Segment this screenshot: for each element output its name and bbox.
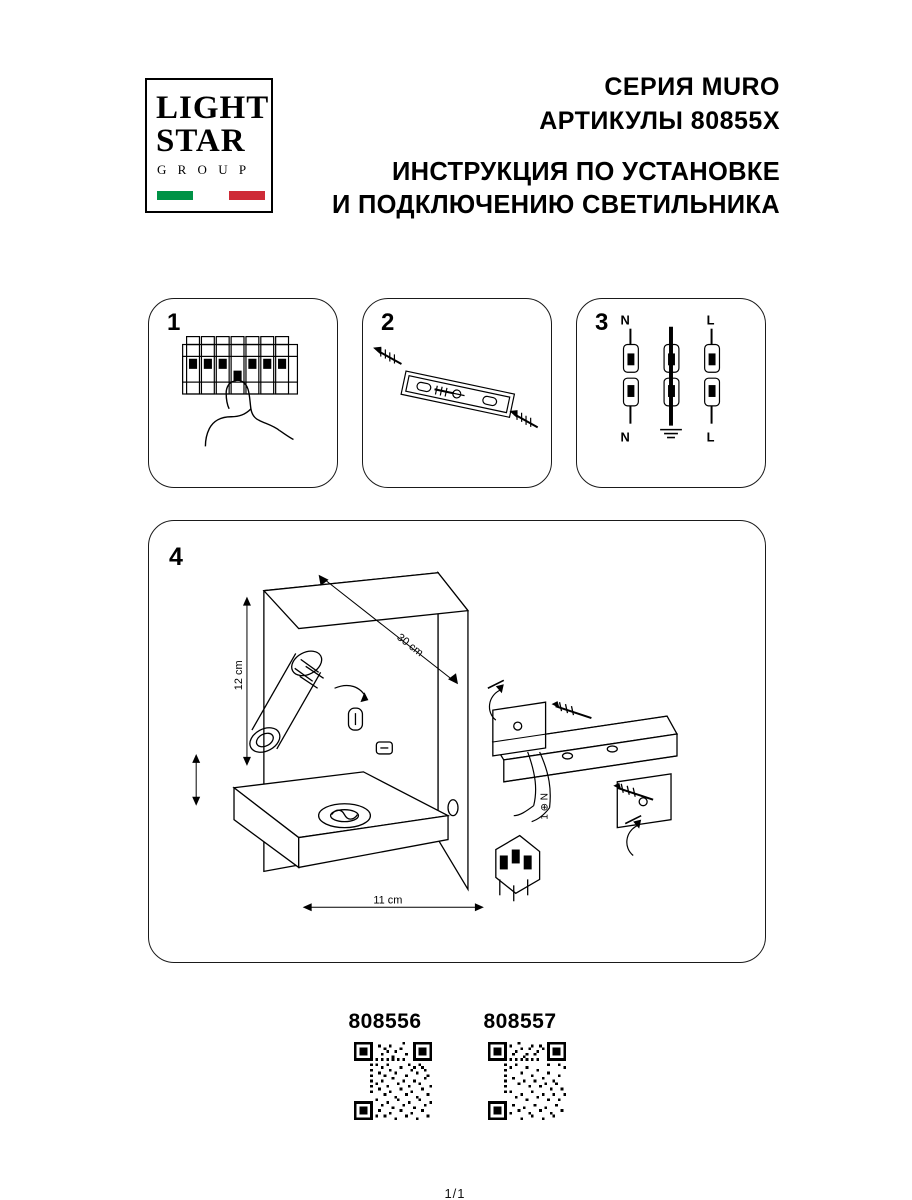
code-label-1: 808556 bbox=[348, 1010, 422, 1033]
step-number-1: 1 bbox=[167, 309, 181, 336]
step-1-illustration bbox=[149, 299, 337, 487]
logo-line-1: LIGHT bbox=[156, 90, 270, 126]
code-label-2: 808557 bbox=[483, 1010, 557, 1033]
page-mark: 1/1 bbox=[444, 1186, 466, 1200]
qr-code-808557[interactable] bbox=[488, 1042, 566, 1120]
logo bbox=[145, 78, 273, 213]
step-panel-1 bbox=[148, 298, 338, 488]
step-panel-2 bbox=[362, 298, 552, 488]
step3-label-bottom-right: L bbox=[706, 429, 715, 445]
step-3-illustration bbox=[577, 299, 765, 487]
step-number-3: 3 bbox=[595, 309, 609, 336]
logo-wordmark bbox=[147, 80, 271, 158]
logo-line-2: STAR bbox=[156, 123, 246, 159]
article-title: АРТИКУЛЫ 80855X bbox=[539, 107, 780, 135]
header bbox=[0, 60, 912, 240]
code-entry-808557 bbox=[465, 1010, 575, 1125]
dimension-height-label: 12 cm bbox=[232, 660, 245, 691]
step3-label-top-left: N bbox=[620, 312, 630, 328]
step-panel-3 bbox=[576, 298, 766, 488]
code-entry-808556 bbox=[330, 1010, 440, 1125]
step-2-illustration bbox=[363, 299, 551, 487]
terminal-marking: 1 ⊕ N bbox=[539, 793, 551, 820]
product-codes bbox=[330, 1010, 590, 1150]
dimension-depth-label: 11 cm bbox=[373, 894, 403, 907]
qr-code-808556[interactable] bbox=[354, 1042, 432, 1120]
title-block bbox=[310, 70, 780, 222]
italy-flag-icon bbox=[157, 191, 265, 200]
instruction-line-1: ИНСТРУКЦИЯ ПО УСТАНОВКЕ bbox=[392, 158, 780, 186]
series-title: СЕРИЯ MURO bbox=[604, 73, 780, 101]
step-number-4: 4 bbox=[169, 543, 183, 571]
instruction-line-2: И ПОДКЛЮЧЕНИЮ СВЕТИЛЬНИКА bbox=[331, 191, 780, 219]
logo-group-text: G R O U P bbox=[157, 162, 251, 177]
step-panel-4 bbox=[148, 520, 766, 963]
dimension-width-label: 30 cm bbox=[394, 631, 426, 660]
step3-label-bottom-left: N bbox=[620, 429, 630, 445]
step-number-2: 2 bbox=[381, 309, 395, 336]
step3-label-top-right: L bbox=[706, 312, 715, 328]
step-4-illustration bbox=[149, 521, 765, 962]
